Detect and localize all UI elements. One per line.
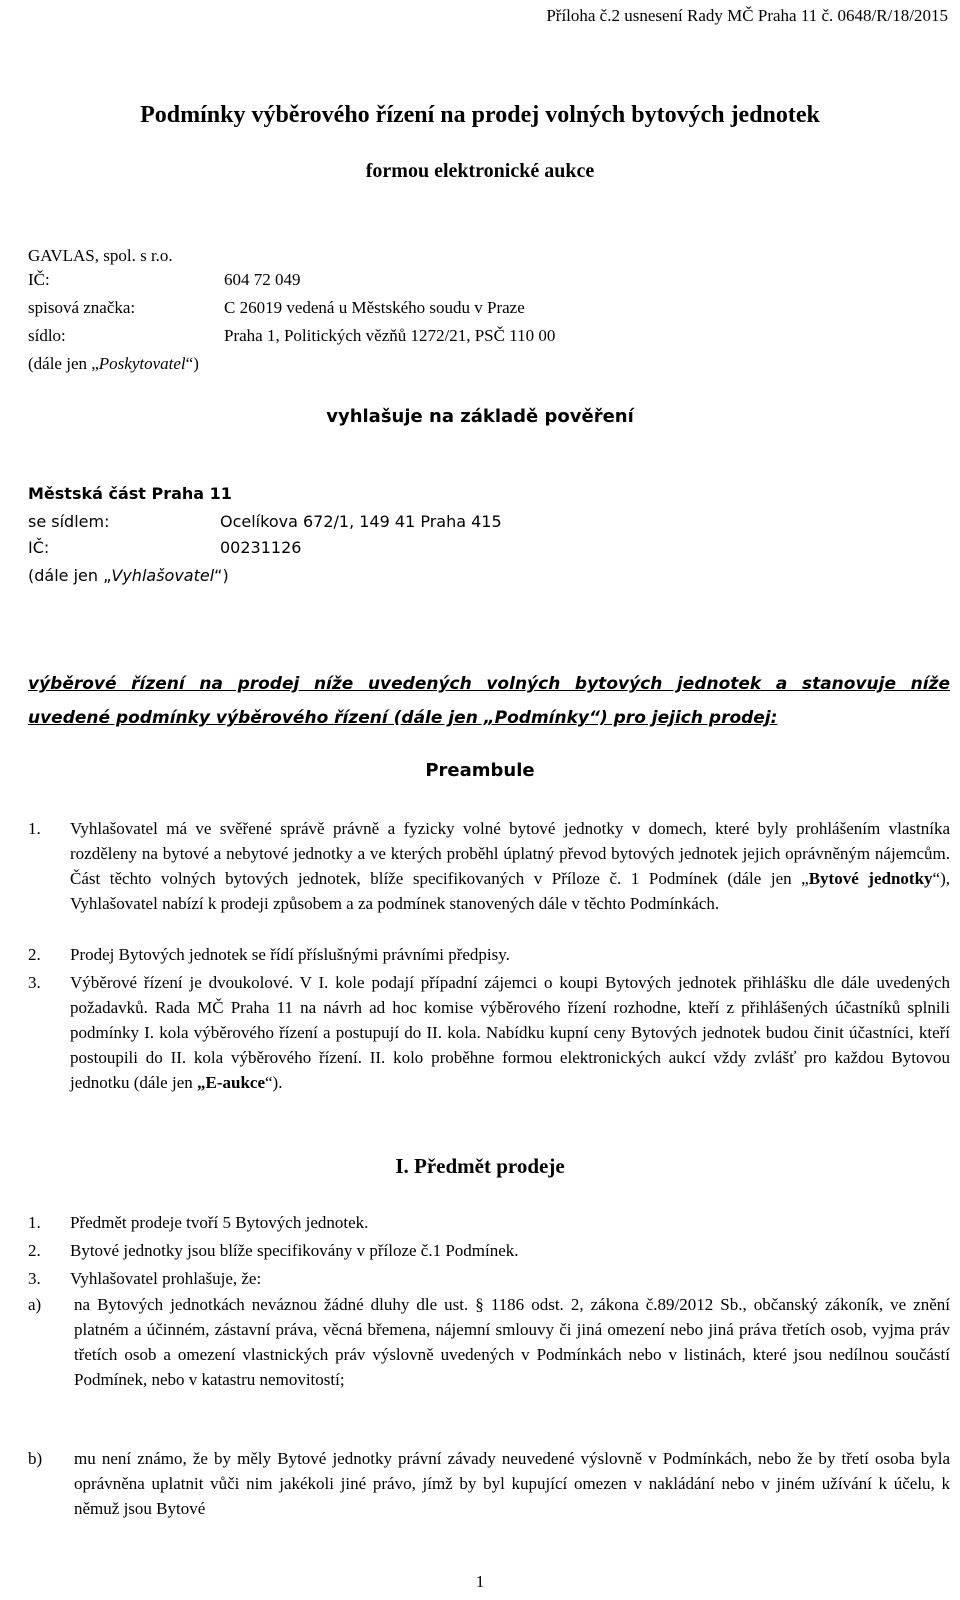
section-1-item-3 [28,1266,950,1291]
announcer-alias [28,566,229,585]
announcer-seat-label: se sídlem: [28,512,110,531]
section-1-item-2 [28,1238,950,1263]
provider-seat-value: Praha 1, Politických vězňů 1272/21, PSČ 110 00 [224,326,556,345]
preamble-item-number: 1. [28,819,41,838]
preamble-item-number: 2. [28,945,41,964]
provider-registry-value: C 26019 vedená u Městského soudu v Praze [224,298,525,317]
preamble-item-2 [28,942,950,967]
provider-alias-prefix: (dále jen „ [28,354,99,373]
announcer-ic-value: 00231126 [220,538,302,557]
document-title: Podmínky výběrového řízení na prodej volných bytových jednotek [140,102,820,128]
preamble-item-bold: „E-aukce [197,1073,265,1092]
preamble-item-text-b: “), Vyhlašovatel nabízí k prodeji způsobem a za podmínek stanovených dále v těchto Podmínkách. [70,869,950,913]
announcer-alias-name: Vyhlašovatel [111,566,215,585]
section-item-number: 3. [28,1269,41,1288]
section-item-text: Bytové jednotky jsou blíže specifikovány v příloze č.1 Podmínek. [70,1241,519,1260]
preamble-item-text-a: Vyhlašovatel má ve svěřené správě právně a fyzicky volné bytové jednotky v domech, které byly prohlášením vlastníka rozděleny na bytové a nebytové jednotky a ve kterých proběhl úplatný převod bytových jednotek jejich oprávněným nájemcům. Část těchto volných bytových jednotek, blíže specifikovaných v Příloze č. 1 Podmínek (dále jen „ [70,819,950,888]
intro-line-1: výběrové řízení na prodej níže uvedených volných bytových jednotek a stanovuje níže [28,674,950,694]
preamble-heading: Preambule [425,760,535,781]
preamble-item-text [70,816,950,916]
subitem-label: b) [28,1449,43,1468]
provider-alias [28,354,199,374]
preamble-item-text-a: Výběrové řízení je dvoukolové. V I. kole podají případní zájemci o koupi Bytových jednotek přihlášku dle dále uvedených požadavků. Rada MČ Praha 11 na návrh ad hoc komise výběrového řízení rozhodne, kteří z přihlášených účastníků splnili podmínky I. kola výběrového řízení a postupují do II. kola. Nabídku kupní ceny Bytových jednotek budou činit účastníci, kteří postoupili do II. kola výběrového řízení. II. kolo proběhne formou elektronických aukcí vždy zvlášť pro každou Bytovou jednotku (dále jen [70,973,950,1092]
attachment-note: Příloha č.2 usnesení Rady MČ Praha 11 č. 0648/R/18/2015 [546,6,948,25]
preamble-item-number: 3. [28,973,41,992]
provider-name: GAVLAS, spol. s r.o. [28,246,173,265]
provider-alias-name: Poskytovatel [98,354,186,373]
subitem-text: mu není známo, že by měly Bytové jednotky právní závady neuvedené výslovně v Podmínkách, nebo že by třetí osoba byla oprávněna uplatnit vůči nim jakékoli jiné právo, jímž by byl kupující omezen v nakládání nebo v jiném užívání k účelu, k němuž jsou Bytové [74,1449,950,1518]
page-number: 1 [475,1572,485,1591]
section-1-item-1 [28,1210,950,1235]
preamble-item-text [70,970,950,1095]
subitem-label: a) [28,1295,42,1314]
section-item-text: Předmět prodeje tvoří 5 Bytových jednotek. [70,1213,369,1232]
section-item-number: 2. [28,1241,41,1260]
section-item-number: 1. [28,1213,41,1232]
provider-ic-value: 604 72 049 [224,270,301,289]
section-1-subitem-a [0,1292,950,1392]
section-1-subitem-b [0,1446,950,1521]
preamble-item-bold: Bytové jednotky [808,869,933,888]
preamble-item-text: Prodej Bytových jednotek se řídí příslušnými právními předpisy. [70,945,510,964]
announcer-alias-suffix: “) [214,566,229,585]
announcer-ic-label: IČ: [28,538,50,557]
announcer-alias-prefix: (dále jen „ [28,566,112,585]
preamble-item-3 [28,970,950,1095]
provider-ic-label: IČ: [28,270,50,289]
document-subtitle: formou elektronické aukce [365,160,595,182]
announces-heading: vyhlašuje na základě pověření [326,406,634,427]
provider-alias-suffix: “) [185,354,199,373]
provider-registry-label: spisová značka: [28,298,136,317]
subitem-text: na Bytových jednotkách neváznou žádné dluhy dle ust. § 1186 odst. 2, zákona č.89/2012 Sb., občanský zákoník, ve znění platném a účinném, zástavní práva, věcná břemena, nájemní smlouvy či jiná omezení nebo jiná práva třetích osob, vyjma práv třetích osob a omezení vlastnických práv výslovně uvedených v Podmínkách nebo v listinách, které jsou nedílnou součástí Podmínek, nebo v katastru nemovitostí; [74,1295,950,1389]
provider-seat-label: sídlo: [28,326,66,345]
preamble-item-text-b: “). [265,1073,283,1092]
announcer-name: Městská část Praha 11 [28,484,232,503]
intro-line-2: uvedené podmínky výběrového řízení (dále jen „Podmínky“) pro jejich prodej: [28,708,778,728]
preamble-item-1 [28,816,950,916]
announcer-seat-value: Ocelíkova 672/1, 149 41 Praha 415 [220,512,502,531]
section-item-text: Vyhlašovatel prohlašuje, že: [70,1269,262,1288]
section-1-heading: I. Předmět prodeje [395,1154,565,1178]
